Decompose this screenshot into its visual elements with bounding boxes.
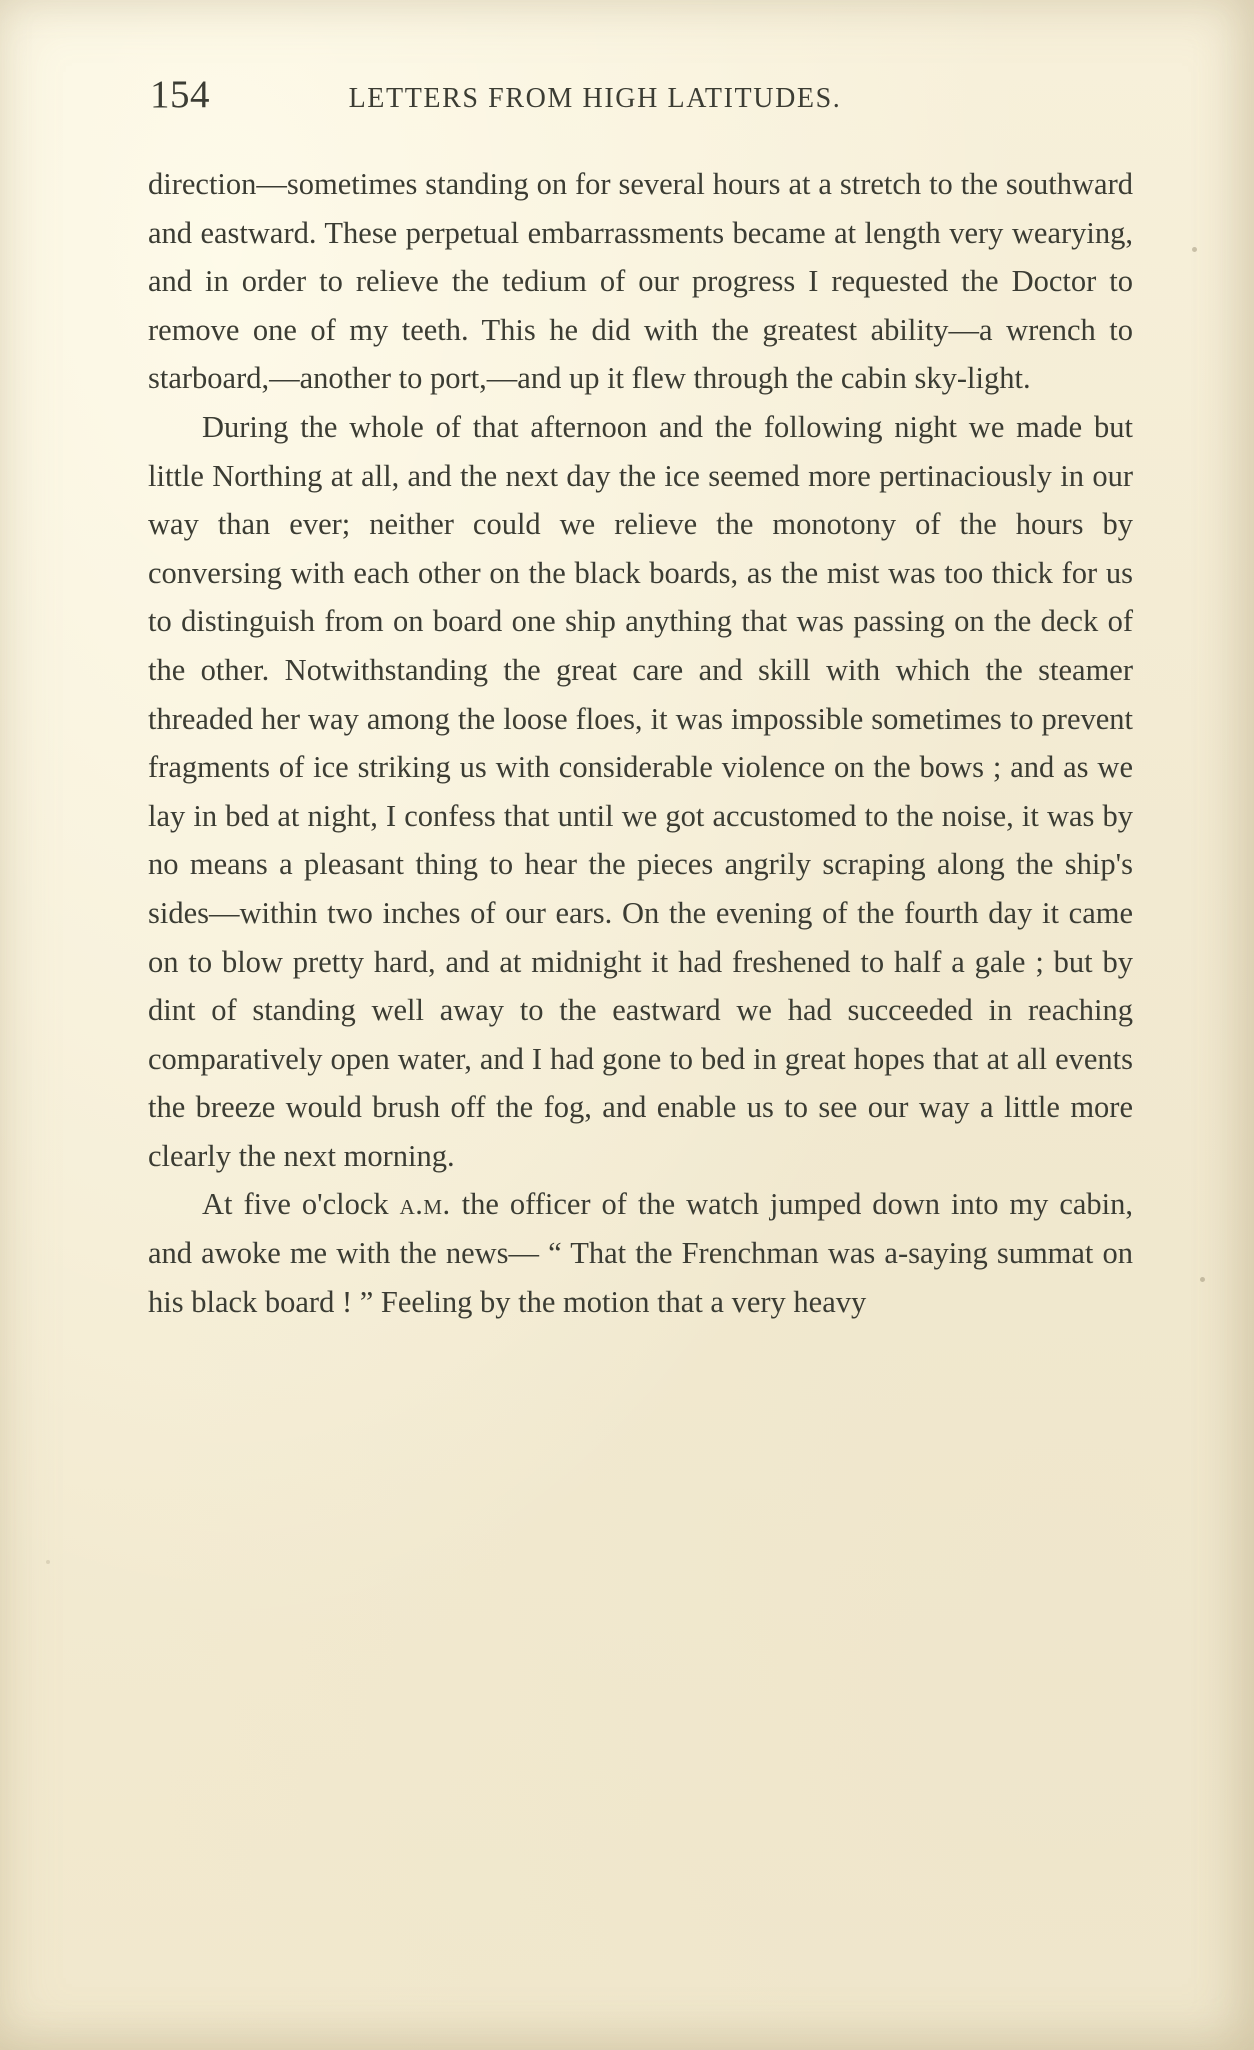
page-header [150,72,960,117]
scan-speck [1200,1277,1205,1282]
paragraph-3 [148,1180,1133,1326]
paragraph-3-lead: At five o'clock [202,1187,400,1222]
paragraph-1: direction—sometimes standing on for several hours at a stretch to the southward and eastward. These perpetual embarrassments became at length very wearying, and in order to relieve the tedium of our progress I requested the Doctor to remove one of my teeth. This he did with the greatest ability—a wrench to starboard,—another to port,—and up it flew through the cabin sky-light. [148,167,1133,396]
page-number: 154 [150,73,210,116]
paragraph-3-smallcaps: a.m. [399,1187,451,1222]
scan-speck [46,1560,50,1564]
running-head: LETTERS FROM HIGH LATITUDES. [348,83,842,114]
body-text [148,160,1133,1326]
paragraph-3-rest: the officer of the watch jumped down into my cabin, and awoke me with the news— “ That the Frenchman was a-saying summat on his black board ! ” Feeling by the motion that a very heavy [148,1187,1134,1319]
paragraph-2: During the whole of that afternoon and the following night we made but little Northing at all, and the next day the ice seemed more pertinaciously in our way than ever; neither could we relieve the monotony of the hours by conversing with each other on the black boards, as the mist was too thick for us to distinguish from on board one ship anything that was passing on the deck of the other. Notwithstanding the great care and skill with which the steamer threaded her way among the loose floes, it was impossible sometimes to prevent fragments of ice striking us with considerable violence on the bows ; and as we lay in bed at night, I confess that until we got accustomed to the noise, it was by no means a pleasant thing to hear the pieces angrily scraping along the ship's sides—within two inches of our ears. On the evening of the fourth day it came on to blow pretty hard, and at midnight it had freshened to half a gale ; but by dint of standing well away to the eastward we had succeeded in reaching comparatively open water, and I had gone to bed in great hopes that at all events the breeze would brush off the fog, and enable us to see our way a little more clearly the next morning. [148,409,1133,1173]
scan-speck [1192,247,1197,252]
